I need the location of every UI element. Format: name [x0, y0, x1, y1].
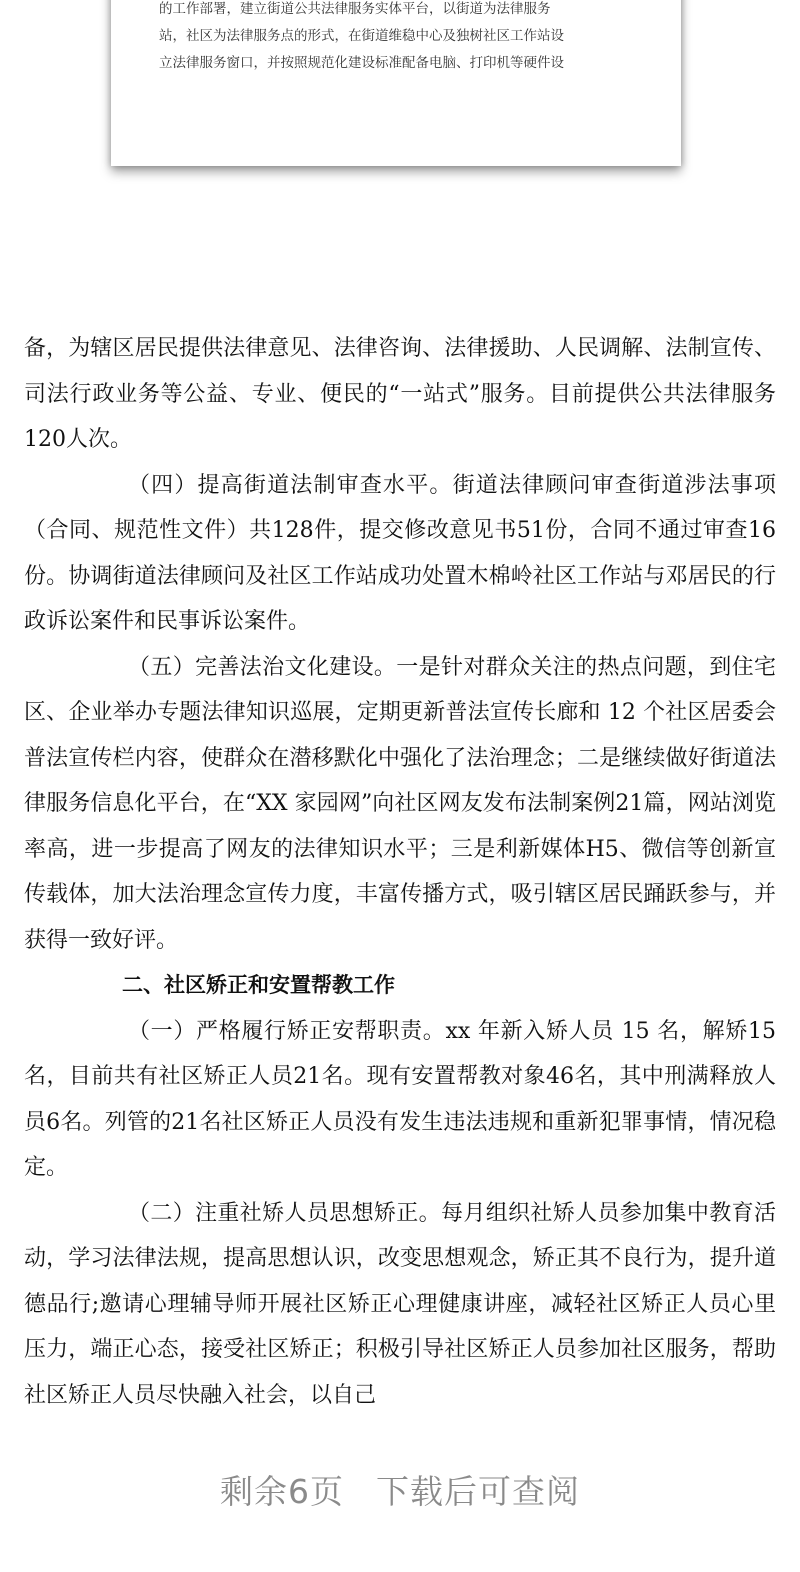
remaining-pages-label[interactable]: 剩余6页 — [220, 1472, 344, 1511]
preview-line: 立法律服务窗口，并按照规范化建设标准配备电脑、打印机等硬件设 — [159, 55, 564, 71]
paragraph-review-level: （四）提高街道法制审查水平。街道法律顾问审查街道涉法事项（合同、规范性文件）共128件，提交修改意见书51份，合同不通过审查16份。协调街道法律顾问及社区工作站成功处置木棉岭社区工作站与邓居民的行政诉讼案件和民事诉讼案件。 — [24, 472, 776, 634]
download-to-view-label[interactable]: 下载后可查阅 — [376, 1472, 580, 1511]
document-body — [24, 326, 776, 1418]
preview-line: 的工作部署，建立街道公共法律服务实体平台，以街道为法律服务 — [159, 1, 551, 17]
paragraph-thought-correction: （二）注重社矫人员思想矫正。每月组织社矫人员参加集中教育活动，学习法律法规，提高思想认识，改变思想观念，矫正其不良行为，提升道德品行;邀请心理辅导师开展社区矫正心理健康讲座，减轻社区矫正人员心里压力，端正心态，接受社区矫正；积极引导社区矫正人员参加社区服务，帮助社区矫正人员尽快融入社会，以自己 — [24, 1200, 776, 1408]
section-heading: 二、社区矫正和安置帮教工作 — [122, 973, 395, 997]
preview-line: 站，社区为法律服务点的形式，在街道维稳中心及独树社区工作站设 — [159, 28, 564, 44]
paragraph-duties: （一）严格履行矫正安帮职责。xx 年新入矫人员 15 名，解矫15名，目前共有社区矫正人员21名。现有安置帮教对象46名，其中刑满释放人员6名。列管的21名社区矫正人员没有发生违法违规和重新犯罪事情，情况稳定。 — [24, 1018, 776, 1180]
download-prompt[interactable] — [0, 1466, 800, 1513]
paragraph-culture: （五）完善法治文化建设。一是针对群众关注的热点问题，到住宅区、企业举办专题法律知识巡展，定期更新普法宣传长廊和 12 个社区居委会普法宣传栏内容，使群众在潜移默化中强化了法治理念；二是继续做好街道法律服务信息化平台，在“XX 家园网”向社区网友发布法制案例21篇，网站浏览率高，进一步提高了网友的法律知识水平；三是利新媒体H5、微信等创新宣传载体，加大法治理念宣传力度，丰富传播方式，吸引辖区居民踊跃参与，并获得一致好评。 — [24, 654, 776, 953]
paragraph-service-continued: 备，为辖区居民提供法律意见、法律咨询、法律援助、人民调解、法制宣传、司法行政业务等公益、专业、便民的“一站式”服务。目前提供公共法律服务120人次。 — [24, 336, 776, 452]
preview-page-text — [159, 0, 633, 77]
preview-page-card — [111, 0, 681, 166]
